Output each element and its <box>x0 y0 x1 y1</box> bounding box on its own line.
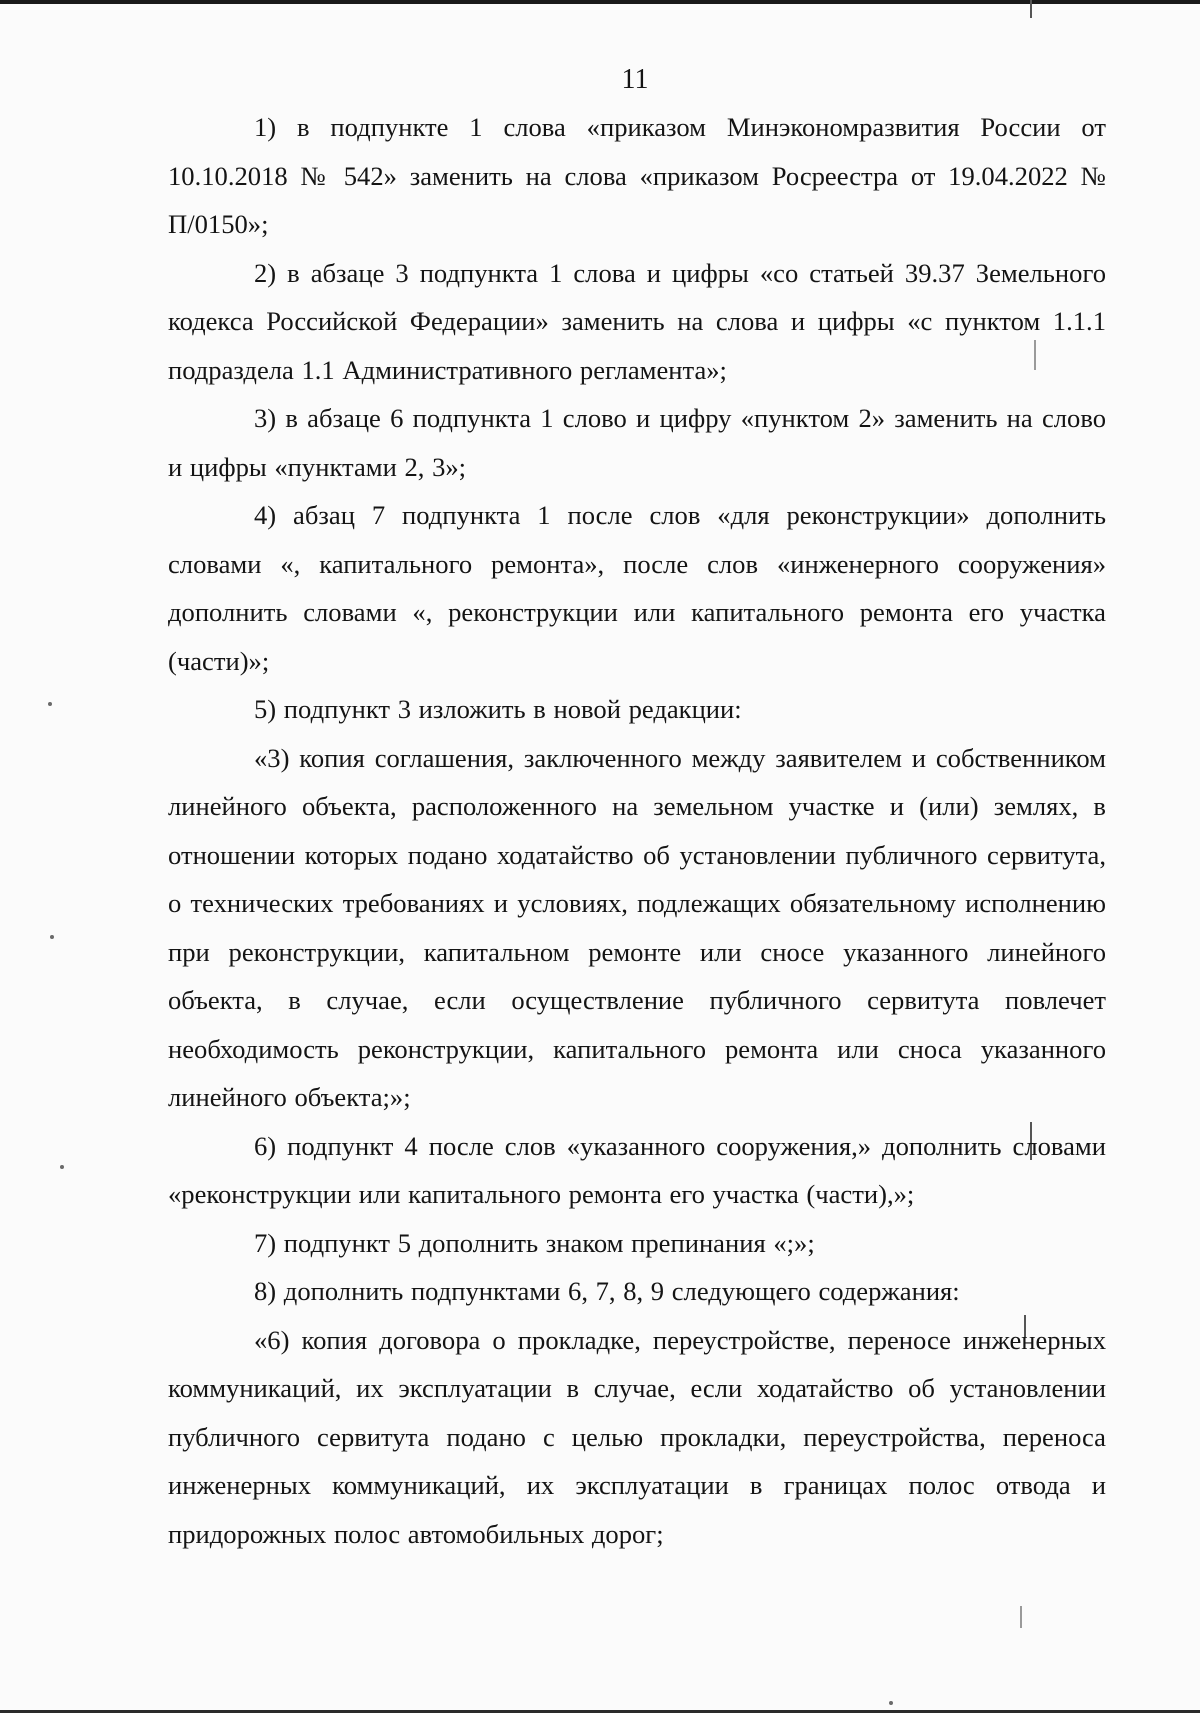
paragraph: 4) абзац 7 подпункта 1 после слов «для реконструкции» дополнить словами «, капитального ремонта», после слов «инженерного сооружения» дополнить словами «, реконструкции или капитального ремонта его участка (части)»; <box>168 500 1106 676</box>
paragraph: 7) подпункт 5 дополнить знаком препинания «;»; <box>254 1227 815 1258</box>
scan-artifact <box>1030 0 1032 18</box>
scan-artifact <box>60 1165 64 1169</box>
paragraph: 6) подпункт 4 после слов «указанного сооружения,» дополнить словами «реконструкции или капитального ремонта его участка (части),»; <box>168 1130 1106 1209</box>
scan-artifact <box>889 1701 893 1705</box>
paragraph: «6) копия договора о прокладке, переустройстве, переносе инженерных коммуникаций, их эксплуатации в случае, если ходатайство об установлении публичного сервитута подано с целью прокладки, переустройства, переноса инженерных коммуникаций, их эксплуатации в границах полос отвода и придорожных полос автомобильных дорог; <box>168 1324 1106 1549</box>
paragraph: 3) в абзаце 6 подпункта 1 слово и цифру «пунктом 2» заменить на слово и цифры «пунктами 2, 3»; <box>168 403 1106 482</box>
paragraph: 8) дополнить подпунктами 6, 7, 8, 9 следующего содержания: <box>254 1276 960 1306</box>
page-number: 11 <box>621 64 649 95</box>
scan-artifact <box>48 702 52 706</box>
scan-artifact <box>50 935 54 939</box>
scan-artifact <box>1020 1606 1022 1628</box>
paragraph: 2) в абзаце 3 подпункта 1 слова и цифры «со статьей 39.37 Земельного кодекса Российской Федерации» заменить на слова и цифры «с пунктом 1.1.1 подраздела 1.1 Административного регламента»; <box>168 257 1106 385</box>
body-text <box>168 103 1106 1558</box>
paragraph: 5) подпункт 3 изложить в новой редакции: <box>254 694 742 724</box>
paragraph: «3) копия соглашения, заключенного между заявителем и собственником линейного объекта, расположенного на земельном участке и (или) землях, в отношении которых подано ходатайство об установлении публичного сервитута, о технических требованиях и условиях, подлежащих обязательному исполнению при реконструкции, капитальном ремонте или сносе указанного линейного объекта, в случае, если осуществление публичного сервитута повлечет необходимость реконструкции, капитального ремонта или сноса указанного линейного объекта;»; <box>168 742 1106 1112</box>
scan-edge-top <box>0 0 1200 4</box>
paragraph: 1) в подпункте 1 слова «приказом Минэкономразвития России от 10.10.2018 № 542» заменить на слова «приказом Росреестра от 19.04.2022 № П/0150»; <box>168 112 1106 239</box>
